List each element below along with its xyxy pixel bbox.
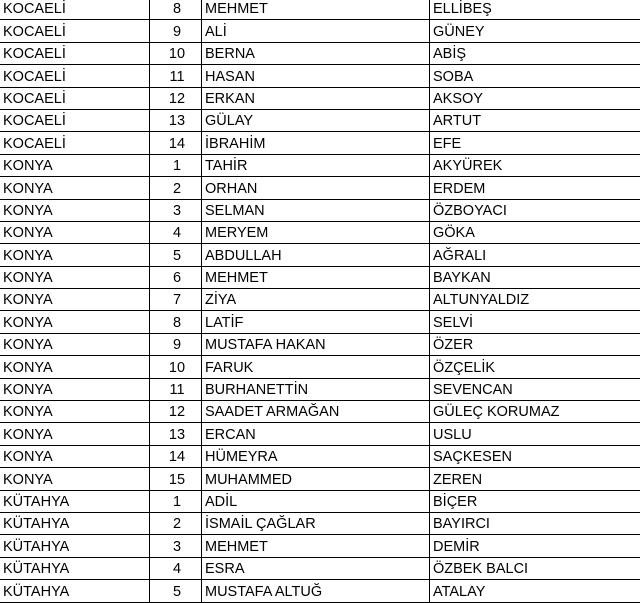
table-row	[0, 199, 640, 221]
province-cell: KOCAELİ	[0, 65, 150, 87]
table-row	[0, 580, 640, 602]
province-cell: KOCAELİ	[0, 20, 150, 42]
table-row	[0, 87, 640, 109]
first-name-cell: İBRAHİM	[202, 132, 430, 154]
rank-number-cell: 2	[150, 512, 202, 534]
first-name-cell: LATİF	[202, 311, 430, 333]
first-name-cell: ORHAN	[202, 177, 430, 199]
first-name-cell: HASAN	[202, 65, 430, 87]
first-name-cell: MUHAMMED	[202, 468, 430, 490]
first-name-cell: MERYEM	[202, 221, 430, 243]
first-name-cell: ZİYA	[202, 289, 430, 311]
table-row	[0, 289, 640, 311]
province-cell: KONYA	[0, 468, 150, 490]
last-name-cell: GÖKA	[430, 221, 640, 243]
province-cell: KOCAELİ	[0, 0, 150, 20]
last-name-cell: SEVENCAN	[430, 378, 640, 400]
rank-number-cell: 3	[150, 199, 202, 221]
first-name-cell: ADİL	[202, 490, 430, 512]
first-name-cell: ERKAN	[202, 87, 430, 109]
rank-number-cell: 9	[150, 20, 202, 42]
province-cell: KONYA	[0, 401, 150, 423]
last-name-cell: ÖZBOYACI	[430, 199, 640, 221]
province-cell: KOCAELİ	[0, 87, 150, 109]
province-cell: KONYA	[0, 378, 150, 400]
rank-number-cell: 9	[150, 333, 202, 355]
province-cell: KONYA	[0, 311, 150, 333]
province-cell: KONYA	[0, 154, 150, 176]
table-row	[0, 109, 640, 131]
rank-number-cell: 7	[150, 289, 202, 311]
table-row	[0, 0, 640, 20]
last-name-cell: BİÇER	[430, 490, 640, 512]
table-row	[0, 244, 640, 266]
rank-number-cell: 2	[150, 177, 202, 199]
table-row	[0, 356, 640, 378]
rank-number-cell: 15	[150, 468, 202, 490]
rank-number-cell: 12	[150, 401, 202, 423]
table-row	[0, 65, 640, 87]
last-name-cell: AĞRALI	[430, 244, 640, 266]
first-name-cell: BURHANETTİN	[202, 378, 430, 400]
province-cell: KÜTAHYA	[0, 490, 150, 512]
table-row	[0, 490, 640, 512]
last-name-cell: USLU	[430, 423, 640, 445]
last-name-cell: GÜNEY	[430, 20, 640, 42]
last-name-cell: BAYIRCI	[430, 512, 640, 534]
last-name-cell: ÖZBEK BALCI	[430, 557, 640, 579]
first-name-cell: SAADET ARMAĞAN	[202, 401, 430, 423]
rank-number-cell: 4	[150, 557, 202, 579]
first-name-cell: MEHMET	[202, 535, 430, 557]
last-name-cell: BAYKAN	[430, 266, 640, 288]
table-row	[0, 333, 640, 355]
province-cell: KONYA	[0, 289, 150, 311]
rank-number-cell: 14	[150, 445, 202, 467]
last-name-cell: ABİŞ	[430, 42, 640, 64]
rank-number-cell: 11	[150, 65, 202, 87]
province-cell: KÜTAHYA	[0, 512, 150, 534]
last-name-cell: ÖZÇELİK	[430, 356, 640, 378]
province-cell: KOCAELİ	[0, 132, 150, 154]
province-cell: KÜTAHYA	[0, 580, 150, 602]
rank-number-cell: 6	[150, 266, 202, 288]
first-name-cell: MUSTAFA ALTUĞ	[202, 580, 430, 602]
rank-number-cell: 4	[150, 221, 202, 243]
first-name-cell: BERNA	[202, 42, 430, 64]
province-cell: KONYA	[0, 199, 150, 221]
last-name-cell: ATALAY	[430, 580, 640, 602]
rank-number-cell: 3	[150, 535, 202, 557]
province-cell: KONYA	[0, 445, 150, 467]
first-name-cell: HÜMEYRA	[202, 445, 430, 467]
last-name-cell: GÜLEÇ KORUMAZ	[430, 401, 640, 423]
table-row	[0, 42, 640, 64]
province-cell: KONYA	[0, 333, 150, 355]
table-row	[0, 512, 640, 534]
last-name-cell: ARTUT	[430, 109, 640, 131]
last-name-cell: ZEREN	[430, 468, 640, 490]
table-row	[0, 154, 640, 176]
rank-number-cell: 14	[150, 132, 202, 154]
rank-number-cell: 5	[150, 580, 202, 602]
table-row	[0, 445, 640, 467]
first-name-cell: İSMAİL ÇAĞLAR	[202, 512, 430, 534]
province-cell: KÜTAHYA	[0, 535, 150, 557]
first-name-cell: MUSTAFA HAKAN	[202, 333, 430, 355]
last-name-cell: SELVİ	[430, 311, 640, 333]
province-cell: KONYA	[0, 244, 150, 266]
last-name-cell: AKSOY	[430, 87, 640, 109]
first-name-cell: MEHMET	[202, 0, 430, 20]
rank-number-cell: 1	[150, 490, 202, 512]
last-name-cell: SAÇKESEN	[430, 445, 640, 467]
rank-number-cell: 11	[150, 378, 202, 400]
first-name-cell: TAHİR	[202, 154, 430, 176]
first-name-cell: FARUK	[202, 356, 430, 378]
first-name-cell: SELMAN	[202, 199, 430, 221]
province-cell: KONYA	[0, 221, 150, 243]
table-row	[0, 266, 640, 288]
province-cell: KONYA	[0, 356, 150, 378]
table-row	[0, 311, 640, 333]
province-cell: KOCAELİ	[0, 42, 150, 64]
table-row	[0, 401, 640, 423]
first-name-cell: ERCAN	[202, 423, 430, 445]
table-row	[0, 132, 640, 154]
rank-number-cell: 8	[150, 311, 202, 333]
first-name-cell: ABDULLAH	[202, 244, 430, 266]
rank-number-cell: 10	[150, 42, 202, 64]
rank-number-cell: 13	[150, 109, 202, 131]
province-cell: KÜTAHYA	[0, 557, 150, 579]
first-name-cell: MEHMET	[202, 266, 430, 288]
table-row	[0, 378, 640, 400]
first-name-cell: GÜLAY	[202, 109, 430, 131]
table-row	[0, 20, 640, 42]
table-row	[0, 177, 640, 199]
first-name-cell: ALİ	[202, 20, 430, 42]
province-cell: KOCAELİ	[0, 109, 150, 131]
table-row	[0, 535, 640, 557]
province-cell: KONYA	[0, 266, 150, 288]
rank-number-cell: 13	[150, 423, 202, 445]
table-row	[0, 468, 640, 490]
last-name-cell: ALTUNYALDIZ	[430, 289, 640, 311]
first-name-cell: ESRA	[202, 557, 430, 579]
province-cell: KONYA	[0, 423, 150, 445]
last-name-cell: ERDEM	[430, 177, 640, 199]
last-name-cell: DEMİR	[430, 535, 640, 557]
last-name-cell: SOBA	[430, 65, 640, 87]
rank-number-cell: 1	[150, 154, 202, 176]
province-cell: KONYA	[0, 177, 150, 199]
table-row	[0, 423, 640, 445]
rank-number-cell: 5	[150, 244, 202, 266]
last-name-cell: ÖZER	[430, 333, 640, 355]
rank-number-cell: 10	[150, 356, 202, 378]
last-name-cell: EFE	[430, 132, 640, 154]
rank-number-cell: 8	[150, 0, 202, 20]
last-name-cell: AKYÜREK	[430, 154, 640, 176]
last-name-cell: ELLİBEŞ	[430, 0, 640, 20]
rank-number-cell: 12	[150, 87, 202, 109]
table-row	[0, 557, 640, 579]
table-row	[0, 221, 640, 243]
